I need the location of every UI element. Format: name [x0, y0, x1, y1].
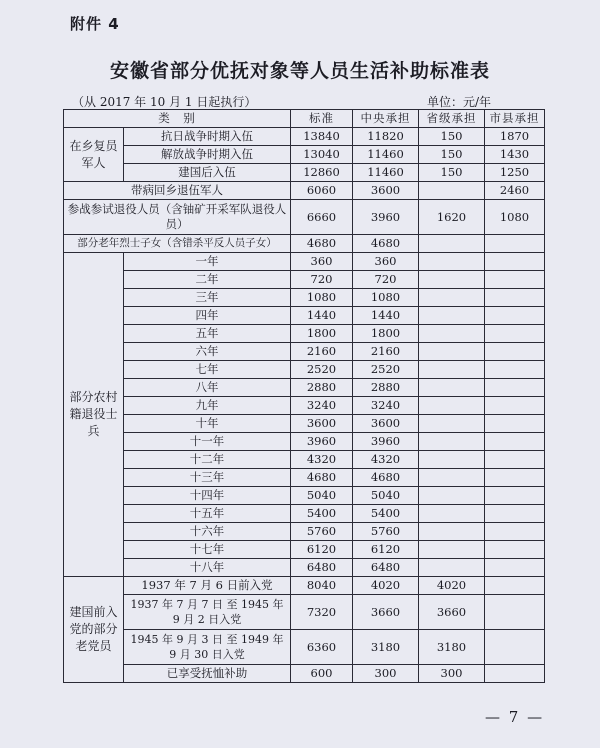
row-label: 十四年 [124, 487, 291, 505]
cell-city: 1430 [485, 146, 545, 164]
cell-city [485, 235, 545, 253]
cell-central: 6480 [353, 559, 419, 577]
table-row [64, 415, 545, 433]
cell-standard: 4680 [291, 235, 353, 253]
cell-city: 2460 [485, 182, 545, 200]
cell-standard: 2160 [291, 343, 353, 361]
cell-standard: 13040 [291, 146, 353, 164]
cell-central: 1440 [353, 307, 419, 325]
cell-provincial [419, 235, 485, 253]
cell-city [485, 559, 545, 577]
cell-central: 3600 [353, 182, 419, 200]
cell-provincial [419, 182, 485, 200]
cell-central: 5400 [353, 505, 419, 523]
row-label: 十年 [124, 415, 291, 433]
cell-provincial [419, 505, 485, 523]
cell-central: 5760 [353, 523, 419, 541]
cell-central: 3600 [353, 415, 419, 433]
cell-provincial [419, 469, 485, 487]
table-row [64, 361, 545, 379]
group-label-party-members: 建国前入党的部分老党员 [64, 577, 124, 683]
table-row [64, 200, 545, 235]
cell-central: 2520 [353, 361, 419, 379]
cell-central: 11460 [353, 146, 419, 164]
cell-standard: 3960 [291, 433, 353, 451]
row-label: 一年 [124, 253, 291, 271]
cell-provincial: 4020 [419, 577, 485, 595]
table-row [64, 235, 545, 253]
table-row [64, 146, 545, 164]
cell-central: 1080 [353, 289, 419, 307]
row-label: 五年 [124, 325, 291, 343]
row-label: 十六年 [124, 523, 291, 541]
table-row [64, 577, 545, 595]
cell-provincial [419, 559, 485, 577]
table-row [64, 253, 545, 271]
cell-standard: 600 [291, 665, 353, 683]
cell-provincial [419, 325, 485, 343]
row-label: 四年 [124, 307, 291, 325]
table-row [64, 523, 545, 541]
cell-provincial: 3180 [419, 630, 485, 665]
cell-provincial [419, 379, 485, 397]
cell-standard: 720 [291, 271, 353, 289]
cell-standard: 6060 [291, 182, 353, 200]
row-label: 七年 [124, 361, 291, 379]
table-row [64, 128, 545, 146]
cell-provincial: 300 [419, 665, 485, 683]
row-label: 1937 年 7 月 7 日 至 1945 年 9 月 2 日入党 [124, 595, 291, 630]
cell-central: 3960 [353, 433, 419, 451]
row-label: 八年 [124, 379, 291, 397]
cell-city [485, 433, 545, 451]
cell-central: 4020 [353, 577, 419, 595]
cell-provincial [419, 487, 485, 505]
cell-standard: 6480 [291, 559, 353, 577]
cell-standard: 360 [291, 253, 353, 271]
row-label: 十八年 [124, 559, 291, 577]
cell-standard: 1440 [291, 307, 353, 325]
cell-standard: 6360 [291, 630, 353, 665]
cell-provincial: 3660 [419, 595, 485, 630]
cell-central: 11820 [353, 128, 419, 146]
cell-central: 3240 [353, 397, 419, 415]
table-body [64, 128, 545, 683]
subsidy-standard-table [63, 109, 545, 683]
row-label: 六年 [124, 343, 291, 361]
table-row [64, 559, 545, 577]
cell-provincial [419, 271, 485, 289]
cell-central: 1800 [353, 325, 419, 343]
table-row [64, 307, 545, 325]
cell-central: 5040 [353, 487, 419, 505]
row-label: 十三年 [124, 469, 291, 487]
group-label-rural-soldiers: 部分农村籍退役士兵 [64, 253, 124, 577]
cell-provincial [419, 433, 485, 451]
cell-provincial [419, 397, 485, 415]
col-header-central: 中央承担 [353, 110, 419, 128]
cell-provincial: 150 [419, 146, 485, 164]
page-number: — 7 — [485, 708, 545, 726]
cell-central: 4680 [353, 235, 419, 253]
row-label: 参战参试退役人员（含铀矿开采军队退役人员） [64, 200, 291, 235]
cell-provincial [419, 289, 485, 307]
cell-city [485, 271, 545, 289]
row-label: 十七年 [124, 541, 291, 559]
cell-city: 1250 [485, 164, 545, 182]
col-header-city-county: 市县承担 [485, 110, 545, 128]
cell-provincial [419, 523, 485, 541]
row-label: 已享受抚恤补助 [124, 665, 291, 683]
cell-standard: 13840 [291, 128, 353, 146]
cell-standard: 5400 [291, 505, 353, 523]
cell-standard: 5040 [291, 487, 353, 505]
cell-city [485, 630, 545, 665]
row-label: 十五年 [124, 505, 291, 523]
cell-provincial [419, 415, 485, 433]
cell-provincial [419, 451, 485, 469]
cell-standard: 6660 [291, 200, 353, 235]
table-row [64, 379, 545, 397]
cell-standard: 1080 [291, 289, 353, 307]
cell-city [485, 325, 545, 343]
table-row [64, 397, 545, 415]
table-row [64, 271, 545, 289]
cell-city [485, 289, 545, 307]
cell-provincial [419, 307, 485, 325]
row-label: 1937 年 7 月 6 日前入党 [124, 577, 291, 595]
document-title: 安徽省部分优抚对象等人员生活补助标准表 [109, 60, 490, 82]
cell-provincial [419, 541, 485, 559]
table-row [64, 433, 545, 451]
cell-provincial: 1620 [419, 200, 485, 235]
cell-central: 4320 [353, 451, 419, 469]
cell-provincial [419, 361, 485, 379]
cell-city [485, 505, 545, 523]
cell-city [485, 541, 545, 559]
cell-standard: 5760 [291, 523, 353, 541]
cell-provincial: 150 [419, 128, 485, 146]
cell-central: 3180 [353, 630, 419, 665]
table-row [64, 541, 545, 559]
group-label-veterans: 在乡复员军人 [64, 128, 124, 182]
cell-city [485, 595, 545, 630]
cell-standard: 4680 [291, 469, 353, 487]
table-row [64, 595, 545, 630]
cell-standard: 12860 [291, 164, 353, 182]
table-row [64, 343, 545, 361]
table-row [64, 325, 545, 343]
cell-city [485, 343, 545, 361]
table-row [64, 505, 545, 523]
row-label: 三年 [124, 289, 291, 307]
table-row [64, 164, 545, 182]
cell-standard: 3240 [291, 397, 353, 415]
cell-central: 360 [353, 253, 419, 271]
cell-standard: 1800 [291, 325, 353, 343]
table-row [64, 469, 545, 487]
row-label: 十一年 [124, 433, 291, 451]
cell-central: 720 [353, 271, 419, 289]
cell-central: 2880 [353, 379, 419, 397]
col-header-standard: 标准 [291, 110, 353, 128]
unit-note: 单位：元/年 [427, 95, 492, 109]
cell-city [485, 307, 545, 325]
table-row [64, 289, 545, 307]
cell-city: 1080 [485, 200, 545, 235]
cell-central: 4680 [353, 469, 419, 487]
cell-standard: 2880 [291, 379, 353, 397]
cell-provincial: 150 [419, 164, 485, 182]
cell-city [485, 469, 545, 487]
cell-standard: 3600 [291, 415, 353, 433]
col-header-category: 类 别 [64, 110, 291, 128]
cell-city: 1870 [485, 128, 545, 146]
cell-provincial [419, 343, 485, 361]
cell-city [485, 487, 545, 505]
row-label: 1945 年 9 月 3 日 至 1949 年 9 月 30 日入党 [124, 630, 291, 665]
table-row [64, 487, 545, 505]
cell-provincial [419, 253, 485, 271]
cell-standard: 6120 [291, 541, 353, 559]
cell-central: 300 [353, 665, 419, 683]
row-label: 二年 [124, 271, 291, 289]
cell-central: 11460 [353, 164, 419, 182]
table-header-row [64, 110, 545, 128]
row-label: 带病回乡退伍军人 [64, 182, 291, 200]
cell-city [485, 397, 545, 415]
cell-standard: 7320 [291, 595, 353, 630]
cell-city [485, 361, 545, 379]
row-label: 抗日战争时期入伍 [124, 128, 291, 146]
row-label: 十二年 [124, 451, 291, 469]
attachment-label: 附件 4 [70, 15, 120, 33]
cell-standard: 2520 [291, 361, 353, 379]
cell-central: 2160 [353, 343, 419, 361]
row-label: 部分老年烈士子女（含错杀平反人员子女） [64, 235, 291, 253]
table-row [64, 182, 545, 200]
col-header-provincial: 省级承担 [419, 110, 485, 128]
row-label: 建国后入伍 [124, 164, 291, 182]
cell-central: 6120 [353, 541, 419, 559]
execution-date-note: （从 2017 年 10 月 1 日起执行） [72, 95, 257, 109]
cell-city [485, 523, 545, 541]
cell-city [485, 415, 545, 433]
cell-standard: 4320 [291, 451, 353, 469]
table-row [64, 630, 545, 665]
cell-city [485, 253, 545, 271]
cell-central: 3660 [353, 595, 419, 630]
cell-city [485, 577, 545, 595]
cell-central: 3960 [353, 200, 419, 235]
cell-city [485, 665, 545, 683]
row-label: 解放战争时期入伍 [124, 146, 291, 164]
table-row [64, 451, 545, 469]
cell-city [485, 379, 545, 397]
cell-city [485, 451, 545, 469]
cell-standard: 8040 [291, 577, 353, 595]
row-label: 九年 [124, 397, 291, 415]
table-row [64, 665, 545, 683]
